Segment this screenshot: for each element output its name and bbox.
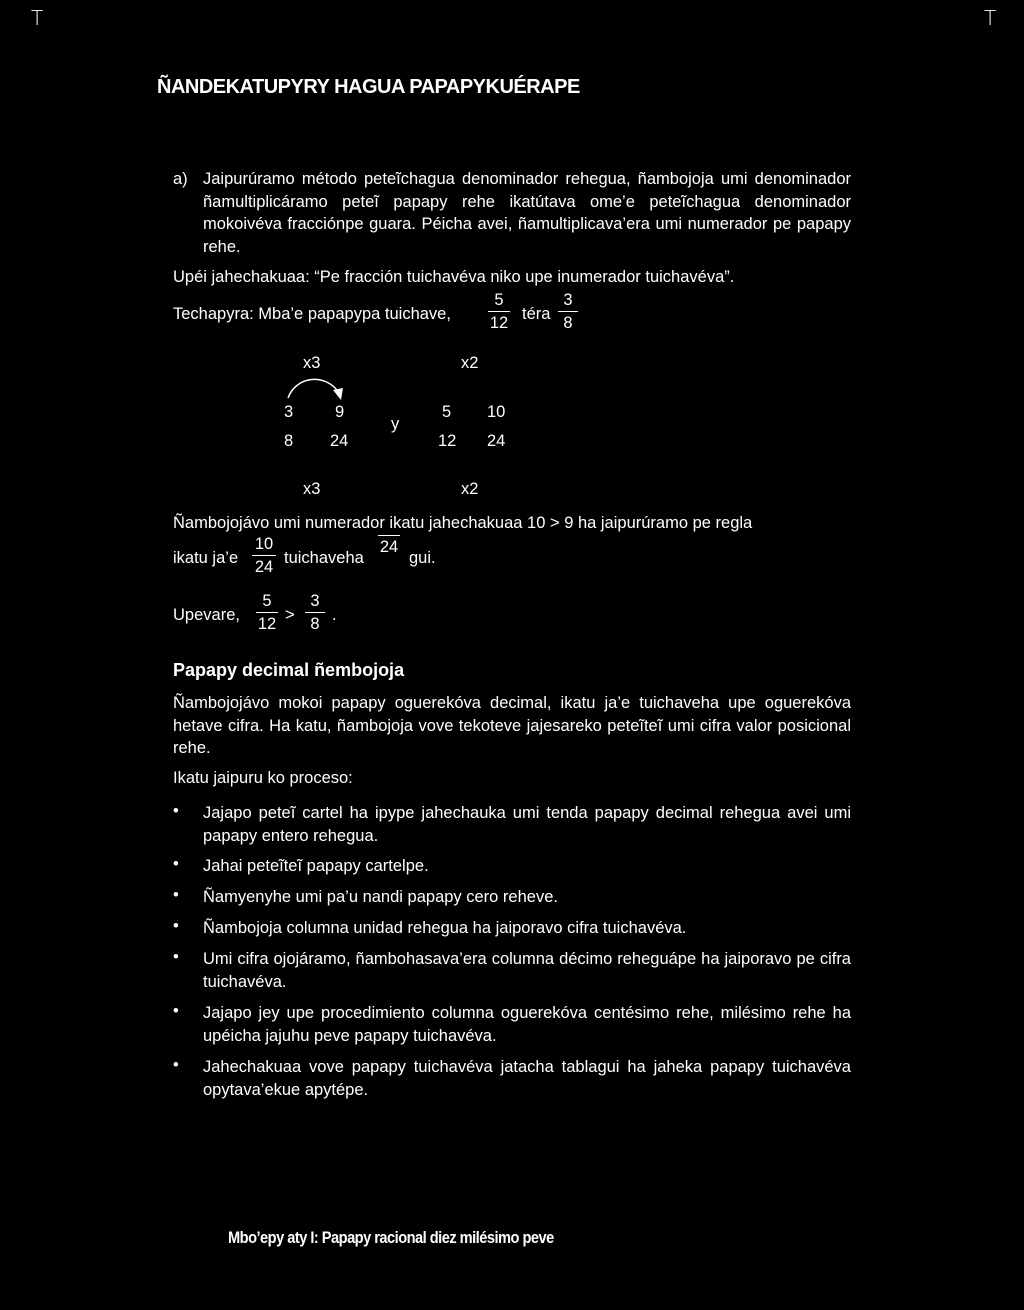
right-to-numerator: 10 — [487, 403, 506, 421]
upevare-period: . — [332, 606, 337, 624]
fraction-bar — [305, 612, 325, 613]
page-title: ÑANDEKATUPYRY HAGUA PAPAPYKUÉRAPE — [157, 76, 580, 98]
denominator: 8 — [563, 314, 573, 332]
bullet-marker: • — [173, 855, 179, 873]
denominator: 12 — [257, 615, 277, 633]
right-to-denominator: 24 — [487, 432, 506, 450]
left-from-denominator: 8 — [284, 432, 294, 450]
bullet-marker: • — [173, 886, 179, 904]
multiplier-left-bottom: x3 — [303, 480, 321, 498]
multiplier-left-top: x3 — [303, 354, 321, 372]
denominator: 24 — [254, 558, 274, 576]
numerator: 5 — [262, 592, 272, 610]
process-intro: Ikatu jaipuru ko proceso: — [173, 769, 353, 787]
list-item: Jajapo jey upe procedimiento columna oguerekóva centésimo rehe, milésimo rehe ha upéicha jajuhu peve papapy tuichavéva. — [203, 1004, 851, 1045]
list-item: Jajapo peteĩ cartel ha ipype jahechauka umi tenda papapy decimal rehegua avei umi papapy entero rehegua. — [203, 804, 851, 845]
section-heading: Papapy decimal ñembojoja — [173, 660, 405, 680]
multiplier-right-bottom: x2 — [461, 480, 479, 498]
comparison-fraction-1 — [252, 534, 276, 577]
left-to-numerator: 9 — [335, 403, 345, 421]
corner-mark-right: T — [984, 6, 997, 30]
multiply-arrow-icon — [280, 368, 350, 408]
fraction-bar — [378, 535, 400, 536]
list-item: Jahai peteĩteĩ papapy cartelpe. — [203, 857, 429, 875]
footer-text: Mbo’epy aty I: Papapy racional diez milésimo peve — [228, 1228, 554, 1247]
multiplier-right-top: x2 — [461, 354, 479, 372]
numerator: 3 — [310, 592, 320, 610]
list-item: Ñamyenyhe umi pa’u nandi papapy cero reheve. — [203, 888, 558, 906]
numerator: 5 — [494, 291, 504, 309]
para-a-text: Jaipurúramo método peteĩchagua denominador rehegua, ñambojoja umi denominador ñamultiplicáramo peteĩ papapy rehe ikatútava ome’e peteĩchagua denominador mokoivéva fracciónpe guara. Péicha avei, ñamultiplicava’era umi numerador pe papapy rehe. — [203, 170, 851, 256]
left-from-numerator: 3 — [284, 403, 294, 421]
upevare-fraction-2 — [305, 591, 325, 634]
denominator: 8 — [310, 615, 320, 633]
fraction-bar — [488, 311, 510, 312]
comparison-line: Ñambojojávo umi numerador ikatu jahechakuaa 10 > 9 ha jaipurúramo pe regla — [173, 514, 753, 532]
bullet-marker: • — [173, 917, 179, 935]
comparison-pre: ikatu ja’e — [173, 549, 239, 567]
left-to-denominator: 24 — [330, 432, 349, 450]
bullet-marker: • — [173, 1002, 179, 1020]
denominator: 12 — [489, 314, 509, 332]
techapyra-fraction-2 — [558, 290, 578, 333]
list-item: Jahechakuaa vove papapy tuichavéva jatacha tablagui ha jaheka papapy tuichavéva opytava’ekue apytépe. — [203, 1058, 851, 1099]
right-from-denominator: 12 — [438, 432, 457, 450]
techapyra-fraction-1 — [488, 290, 510, 333]
comparison-post: gui. — [409, 549, 436, 567]
techapyra-label: Techapyra: Mba’e papapypa tuichave, — [173, 305, 451, 323]
comparison-mid: tuichaveha — [284, 549, 364, 567]
upei-text: Upéi jahechakuaa: “Pe fracción tuichavéva niko upe inumerador tuichavéva”. — [173, 268, 735, 286]
list-item: Umi cifra ojojáramo, ñambohasava’era columna décimo reheguápe ha jaiporavo pe cifra tuichavéva. — [203, 950, 851, 991]
corner-mark-left: T — [31, 6, 44, 30]
upevare-fraction-1 — [256, 591, 278, 634]
bullet-marker: • — [173, 802, 179, 820]
para-a-marker: a) — [173, 170, 188, 188]
numerator: 10 — [254, 535, 274, 553]
bullet-marker: • — [173, 948, 179, 966]
fraction-bar — [252, 555, 276, 556]
comparison-fraction-2 — [378, 534, 400, 557]
conjunction-y: y — [391, 415, 400, 433]
denominator: 24 — [379, 538, 399, 556]
tera-text: téra — [522, 305, 551, 323]
fraction-bar — [256, 612, 278, 613]
fraction-bar — [558, 311, 578, 312]
section-paragraph: Ñambojojávo mokoi papapy oguerekóva decimal, ikatu ja’e tuichaveha upe oguerekóva hetave cifra. Ha katu, ñambojoja vove tekoteve jajesareko peteĩteĩ umi cifra valor posicional rehe. — [173, 694, 851, 757]
upevare-label: Upevare, — [173, 606, 240, 624]
greater-than-symbol: > — [285, 606, 295, 624]
bullet-marker: • — [173, 1056, 179, 1074]
list-item: Ñambojoja columna unidad rehegua ha jaiporavo cifra tuichavéva. — [203, 919, 687, 937]
numerator: 3 — [563, 291, 573, 309]
right-from-numerator: 5 — [442, 403, 452, 421]
